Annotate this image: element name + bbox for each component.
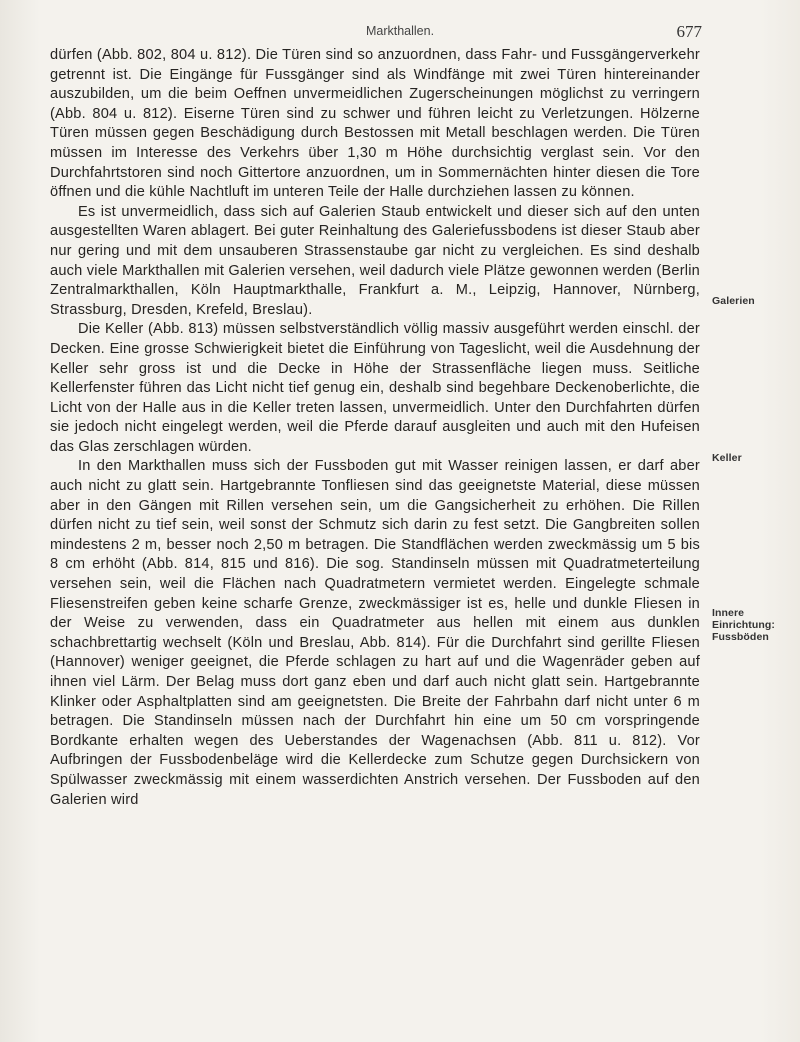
sidenote-keller-label: Keller [712,452,742,464]
paragraph-doors: dürfen (Abb. 802, 804 u. 812). Die Türen sind so anzuordnen, dass Fahr- und Fussgängerverkehr getrennt ist. Die Eingänge für Fussgänger sind als Windfänge mit zwei Türen hintereinander auszubilden, um die beim Oeffnen unvermeidlichen Zugerscheinungen möglichst zu verringern (Abb. 804 u. 812). Eiserne Türen sind zu schwer und führen leicht zu Verletzungen. Hölzerne Türen müssen gegen Beschädigung durch Bestossen mit Metall beschlagen werden. Die Türen müssen im Interesse des Verkehrs über 1,30 m Höhe durchsichtig verglast sein. Vor den Durchfahrtstoren sind noch Gittertore anzuordnen, um in Sommernächten hinter diesen die Tore öffnen und die kühle Nachtluft im unteren Teile der Halle durchziehen lassen zu können. [50,47,700,201]
sidenote-innere-label: Innere [712,607,745,619]
sidenote-innere-einrichtung [712,607,775,643]
running-title: Markthallen. [365,24,435,38]
paragraph-cellars: Die Keller (Abb. 813) müssen selbstverständlich völlig massiv ausgeführt werden einschl. der Decken. Eine grosse Schwierigkeit bietet die Einführung von Tageslicht, weil die Ausdehnung der Keller sehr gross ist und die Decke in Höhe der Strassenfläche liegen muss. Seitliche Kellerfenster führen das Licht nicht tief genug ein, deshalb sind begehbare Deckenoberlichte, die Licht von der Halle aus in die Keller treten lassen, unvermeidlich. Unter den Durchfahrten dürfen sie jedoch nicht eingelegt werden, weil die Pferde darauf ausgleiten und auch mit den Hufeisen das Glas zerschlagen würden. [50,321,700,455]
paragraph-floors: In den Markthallen muss sich der Fussboden gut mit Wasser reinigen lassen, er darf aber auch nicht zu glatt sein. Hartgebrannte Tonfliesen sind das geeignetste Material, diese müssen aber in den Gängen mit Rillen versehen sein, um die Gangsicherheit zu erhöhen. Die Rillen dürfen nicht zu tief sein, weil sonst der Schmutz sich darin zu fest setzt. Die Gangbreiten sollen mindestens 2 m, besser noch 2,50 m betragen. Die Standflächen werden zweckmässig um 5 bis 8 cm erhöht (Abb. 814, 815 und 816). Die sog. Standinseln müssen mit Quadratmeterteilung versehen sein, weil die Flächen nach Quadratmetern vermietet werden. Eingelegte schmale Fliesenstreifen geben keine scharfe Grenze, zweckmässiger ist es, helle und dunkle Fliesen in der Weise zu verwenden, dass ein Quadratmeter aus hellen mit einem aus dunklen schachbrettartig wechselt (Köln und Breslau, Abb. 814). Für die Durchfahrt sind gerillte Fliesen (Hannover) weniger geeignet, die Pferde schlagen zu hart auf und die Wagenräder geben auf ihnen viel Lärm. Der Belag muss dort ganz eben und darf auch nicht glatt sein. Hartgebrannte Klinker oder Asphaltplatten sind am geeignetsten. Die Breite der Fahrbahn darf nicht unter 6 m betragen. Die Standinseln müssen nach der Durchfahrt hin eine um 50 cm vorspringende Bordkante erhalten wegen des Ueberstandes der Wagenachsen (Abb. 811 u. 812). Vor Aufbringen der Fussbodenbeläge wird die Kellerdecke zum Schutze gegen Durchsickern von Spülwasser zweckmässig mit einem wasserdichten Anstrich versehen. Der Fussboden auf den Galerien wird [50,458,700,808]
sidenote-fussboeden-label: Fussböden [712,631,769,643]
sidenote-keller [712,452,742,464]
paragraph-galleries: Es ist unvermeidlich, dass sich auf Galerien Staub entwickelt und dieser sich auf den unten ausgestellten Waren ablagert. Bei guter Reinhaltung des Galeriefussbodens ist dieser Staub aber nur gering und mit dem unsauberen Strassenstaube gar nicht zu vergleichen. Es sind deshalb auch viele Markthallen mit Galerien versehen, weil dadurch viele Plätze gewonnen werden (Berlin Zentralmarkthallen, Köln Hauptmarkthalle, Frankfurt a. M., Leipzig, Hannover, Nürnberg, Strassburg, Dresden, Krefeld, Breslau). [50,203,700,318]
body-text [50,46,700,810]
sidenote-galerien-label: Galerien [712,295,755,307]
sidenote-einrichtung-label: Einrichtung: [712,619,776,631]
sidenote-galerien [712,295,755,307]
page-header [0,16,800,42]
page-number: 677 [676,22,702,41]
